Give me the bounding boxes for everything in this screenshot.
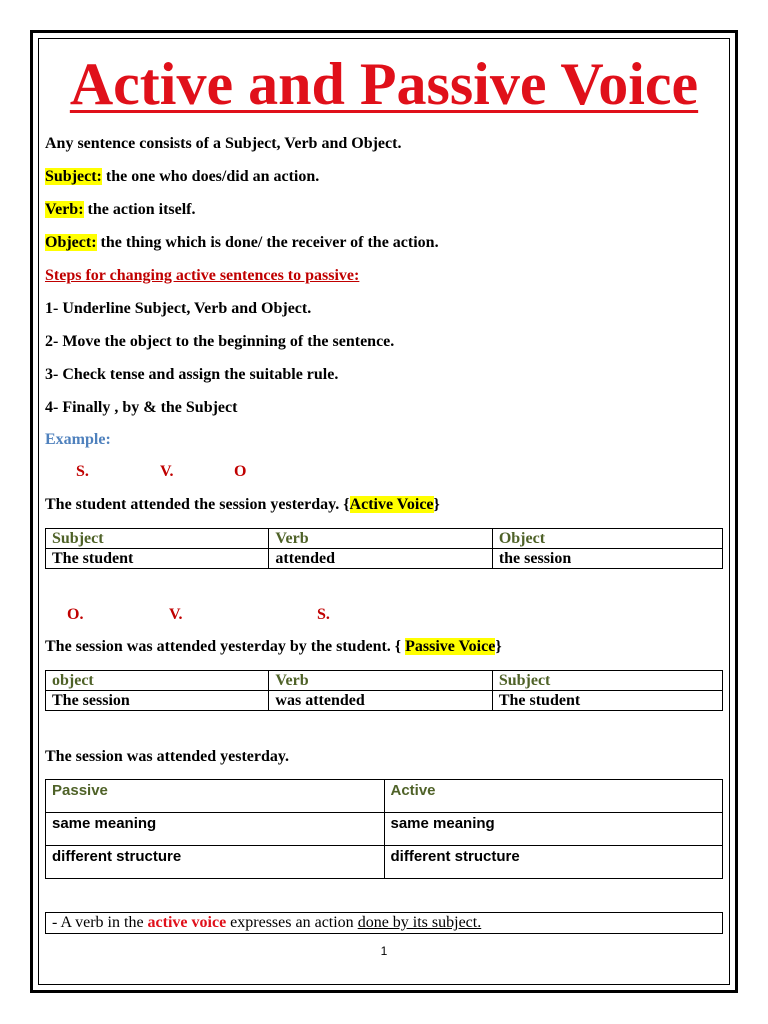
- table-header-row: [46, 780, 723, 813]
- table-row: [46, 549, 723, 569]
- table-header-cell: Verb: [269, 529, 492, 549]
- step-item: 1- Underline Subject, Verb and Object.: [45, 300, 312, 317]
- note-highlight: active voice: [147, 914, 227, 931]
- table-header-cell: Subject: [492, 671, 722, 691]
- definition-term: Subject:: [45, 168, 102, 185]
- table-cell: the session: [492, 549, 722, 569]
- table-cell: same meaning: [384, 813, 723, 846]
- page-number: 1: [380, 944, 388, 958]
- marker-subject: S.: [317, 606, 330, 623]
- table-header-cell: Passive: [46, 780, 385, 813]
- active-voice-tag: Active Voice: [349, 496, 434, 513]
- note-prefix: - A verb in the: [52, 914, 148, 931]
- table-cell: The student: [46, 549, 269, 569]
- table-cell: same meaning: [46, 813, 385, 846]
- table-row: [46, 691, 723, 711]
- marker-object: O.: [67, 606, 84, 623]
- table-header-cell: Verb: [269, 671, 492, 691]
- marker-subject: S.: [76, 463, 89, 480]
- definition-object: [45, 234, 439, 252]
- definition-verb: [45, 201, 196, 219]
- table-cell: The student: [492, 691, 722, 711]
- passive-sentence-text: The session was attended yesterday by the student. {: [45, 638, 406, 655]
- table-cell: was attended: [269, 691, 492, 711]
- page-title: Active and Passive Voice: [69, 51, 699, 117]
- passive-table: [45, 670, 723, 711]
- table-row: [46, 846, 723, 879]
- table-row: [46, 813, 723, 846]
- example-label: Example:: [45, 431, 111, 448]
- definition-term: Verb:: [45, 201, 84, 218]
- table-header-row: [46, 529, 723, 549]
- closing-brace: }: [495, 638, 502, 655]
- note-middle: expresses an action: [226, 914, 358, 931]
- definition-subject: [45, 168, 319, 186]
- passive-sentence: [45, 638, 502, 656]
- table-header-row: [46, 671, 723, 691]
- active-sentence-text: The student attended the session yesterday. {: [45, 496, 350, 513]
- steps-heading: Steps for changing active sentences to passive:: [45, 267, 360, 284]
- table-cell: attended: [269, 549, 492, 569]
- definition-text: the one who does/did an action.: [101, 168, 320, 185]
- definition-text: the thing which is done/ the receiver of the action.: [96, 234, 439, 251]
- table-cell: different structure: [384, 846, 723, 879]
- active-voice-note: [45, 912, 723, 934]
- step-item: 2- Move the object to the beginning of the sentence.: [45, 333, 395, 350]
- marker-verb: V.: [160, 463, 174, 480]
- definition-term: Object:: [45, 234, 97, 251]
- table-header-cell: object: [46, 671, 269, 691]
- step-item: 3- Check tense and assign the suitable rule.: [45, 366, 339, 383]
- table-header-cell: Subject: [46, 529, 269, 549]
- comparison-table: [45, 779, 723, 879]
- table-header-cell: Active: [384, 780, 723, 813]
- step-item: 4- Finally , by & the Subject: [45, 399, 238, 416]
- table-cell: The session: [46, 691, 269, 711]
- active-sentence: [45, 496, 440, 514]
- marker-object: O: [234, 463, 247, 480]
- marker-verb: V.: [169, 606, 183, 623]
- short-sentence: The session was attended yesterday.: [45, 748, 290, 765]
- definition-text: the action itself.: [83, 201, 196, 218]
- active-table: [45, 528, 723, 569]
- table-header-cell: Object: [492, 529, 722, 549]
- intro-text: Any sentence consists of a Subject, Verb and Object.: [45, 135, 402, 152]
- table-cell: different structure: [46, 846, 385, 879]
- passive-voice-tag: Passive Voice: [405, 638, 496, 655]
- note-underlined: done by its subject.: [357, 914, 482, 931]
- closing-brace: }: [433, 496, 440, 513]
